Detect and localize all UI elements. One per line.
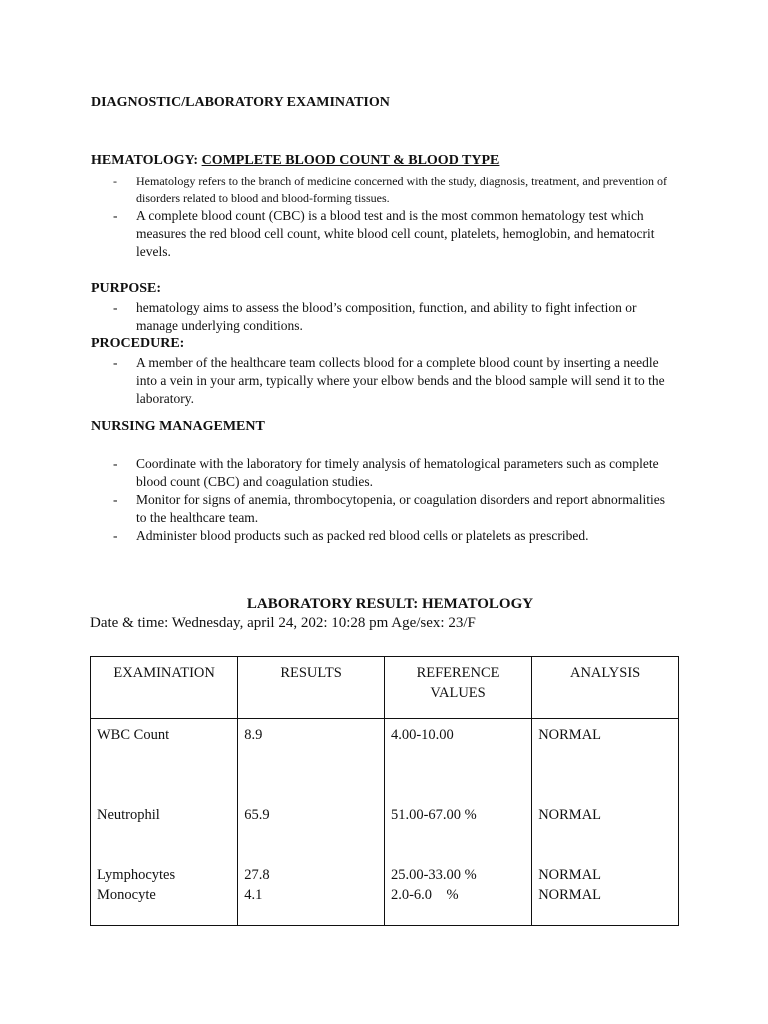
purpose-heading: PURPOSE:: [91, 281, 161, 296]
list-item: - Hematology refers to the branch of medicine concerned with the study, diagnosis, treatment, and prevention of disorders related to blood and blood-forming tissues.: [113, 174, 668, 205]
list-item: - hematology aims to assess the blood’s composition, function, and ability to fight infection or manage underlying conditions.: [113, 300, 637, 333]
purpose-bullets: [0, 299, 676, 335]
table-row: [91, 719, 679, 926]
nursing-heading: NURSING MANAGEMENT: [91, 419, 265, 434]
hematology-heading: [91, 153, 499, 169]
hematology-bullets-2: [0, 207, 676, 261]
header-reference-values: REFERENCE VALUES: [384, 657, 531, 719]
procedure-heading: PROCEDURE:: [91, 336, 185, 351]
reference-column: 4.00-10.00 51.00-67.00 % 25.00-33.00 % 2.0-6.0 %: [384, 719, 531, 926]
header-analysis: ANALYSIS: [532, 657, 679, 719]
lab-result-date: Date & time: Wednesday, april 24, 202: 10:28 pm Age/sex: 23/F: [90, 615, 476, 631]
document-title: DIAGNOSTIC/LABORATORY EXAMINATION: [91, 95, 390, 110]
lab-result-title: LABORATORY RESULT: HEMATOLOGY: [246, 596, 534, 612]
hematology-heading-title: COMPLETE BLOOD COUNT & BLOOD TYPE: [201, 153, 500, 168]
list-item: - Coordinate with the laboratory for timely analysis of hematological parameters such as complete blood count (CBC) and coagulation studies.: [113, 456, 659, 489]
list-item: - A member of the healthcare team collects blood for a complete blood count by inserting a needle into a vein in your arm, typically where your elbow bends and the blood sample will send it to the laboratory.: [113, 355, 665, 406]
header-examination: EXAMINATION: [91, 657, 238, 719]
nursing-bullets: [0, 455, 676, 545]
analysis-column: NORMAL NORMAL NORMAL NORMAL: [532, 719, 679, 926]
list-item: - Monitor for signs of anemia, thrombocytopenia, or coagulation disorders and report abnormalities to the healthcare team.: [113, 492, 665, 525]
exam-column: WBC Count Neutrophil Lymphocytes Monocyte: [91, 719, 238, 926]
results-column: 8.9 65.9 27.8 4.1: [238, 719, 385, 926]
list-item: - Administer blood products such as packed red blood cells or platelets as prescribed.: [113, 528, 589, 543]
list-item: - A complete blood count (CBC) is a blood test and is the most common hematology test which measures the red blood cell count, white blood cell count, platelets, hemoglobin, and hematocrit levels.: [113, 208, 655, 259]
hematology-heading-prefix: HEMATOLOGY:: [91, 153, 202, 168]
table-header-row: [91, 657, 679, 719]
lab-result-table: [90, 656, 679, 926]
hematology-bullets: [0, 173, 676, 207]
header-results: RESULTS: [238, 657, 385, 719]
procedure-bullets: [0, 354, 676, 408]
